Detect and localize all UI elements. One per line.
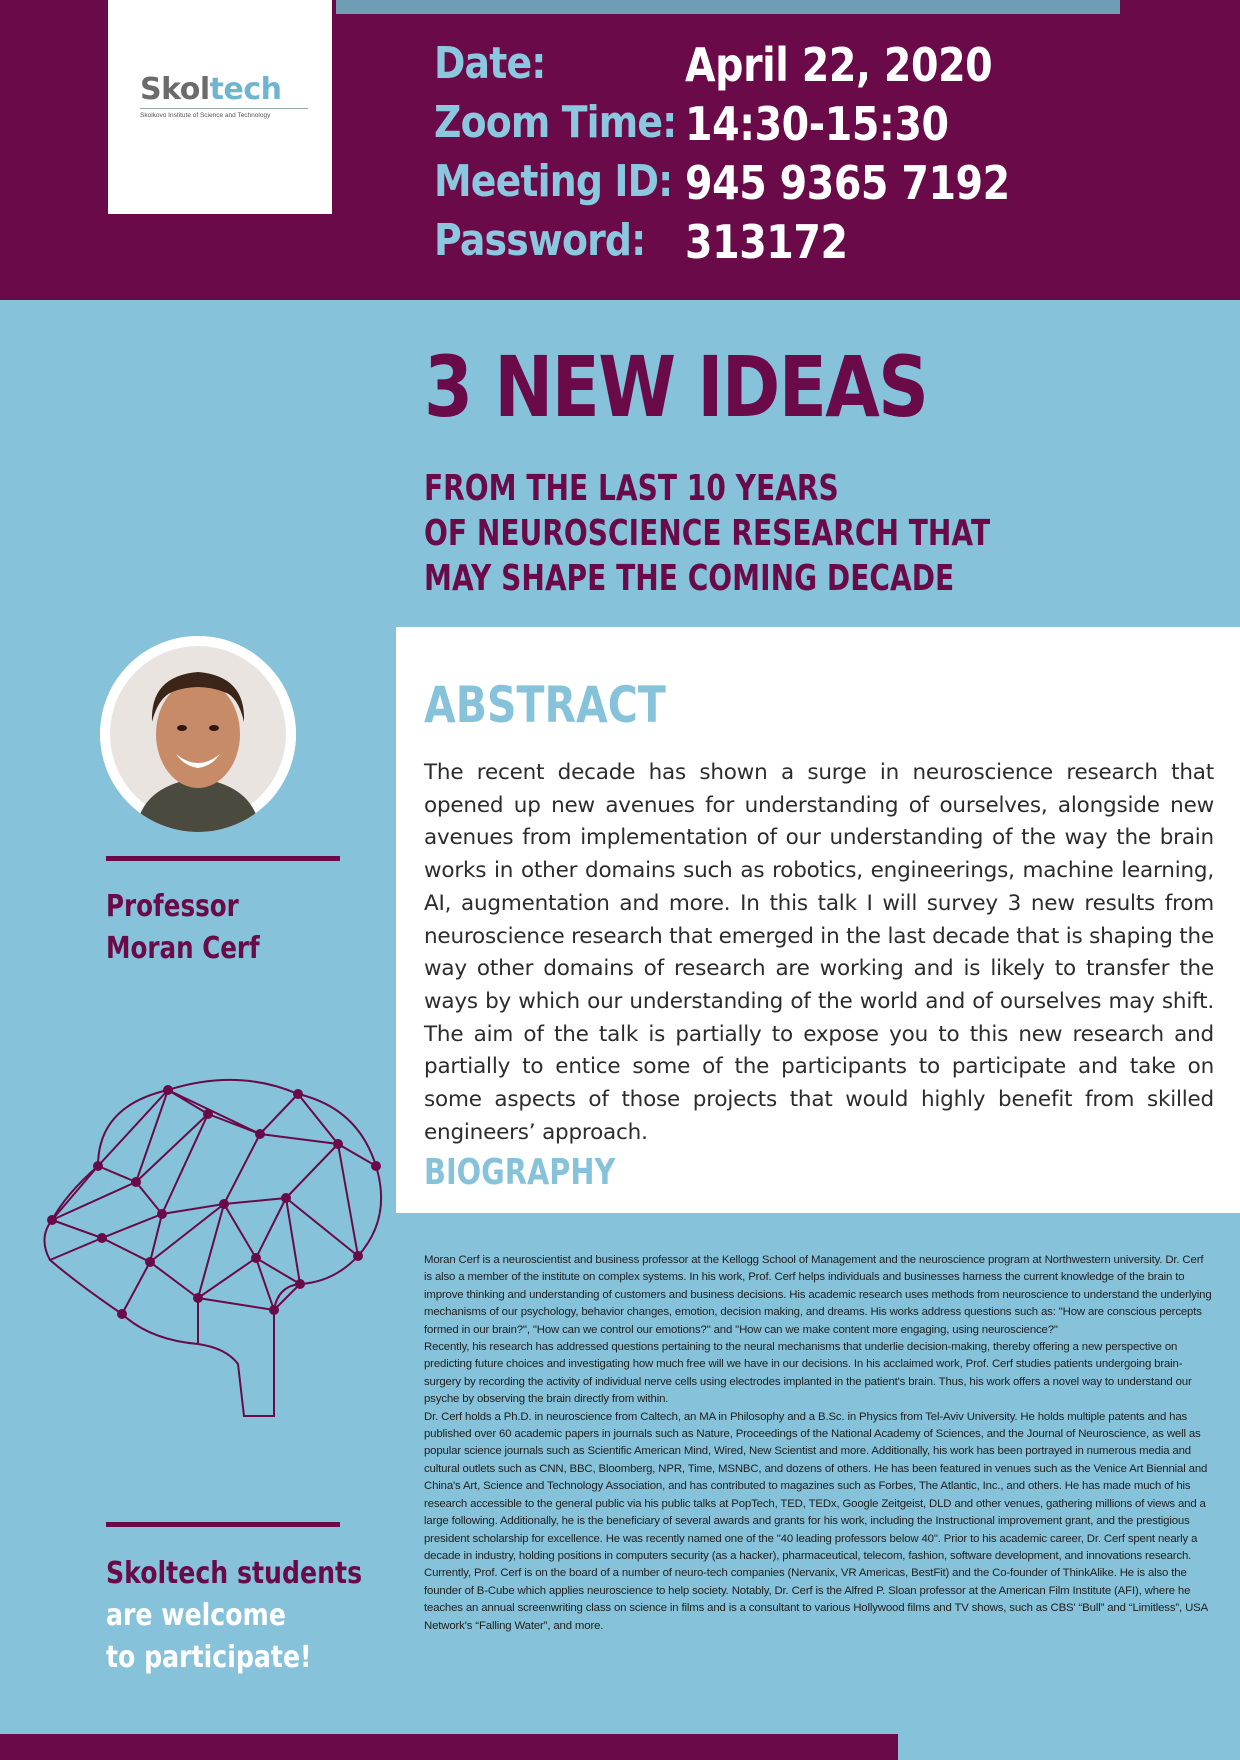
info-label: Date: (434, 38, 546, 89)
info-label: Zoom Time: (434, 97, 677, 148)
info-label: Password: (434, 215, 646, 266)
notice-rule (106, 1522, 340, 1527)
header-accent-bar (336, 0, 1120, 14)
speaker-rule (106, 856, 340, 861)
notice-line: to participate! (106, 1640, 312, 1675)
logo-tagline: Skolkovo Institute of Science and Technology (140, 112, 271, 119)
logo-divider (140, 108, 308, 109)
info-value: April 22, 2020 (685, 38, 993, 92)
notice-line: Skoltech students (106, 1556, 363, 1591)
info-value: 945 9365 7192 (685, 156, 1010, 210)
biography-paragraph: Moran Cerf is a neuroscientist and business professor at the Kellogg School of Management and the neuroscience program at Northwestern university. Dr. Cerf is also a member of the institute on complex systems. In his work, Prof. Cerf helps individuals and businesses harness the current knowledge of the brain to improve thinking and understanding of customers and business decisions. His academic research uses methods from neuroscience to understand the underlying mechanisms of our psychology, behavior changes, emotion, decision making, and dreams. His works address questions such as: "How are conscious percepts formed in our brain?", "How can we control our emotions?" and "How can we make content more engaging, using neuroscience?" (424, 1254, 1212, 1336)
portrait-icon (100, 636, 296, 832)
header-band (0, 0, 1240, 300)
biography-text (424, 1252, 1214, 1635)
notice-line: are welcome (106, 1598, 286, 1633)
subtitle-line: FROM THE LAST 10 YEARS (424, 468, 839, 509)
skoltech-logo (108, 0, 332, 214)
logo-wordmark: Skoltech (140, 72, 282, 107)
subtitle (424, 466, 1064, 601)
speaker-portrait (100, 636, 296, 832)
speaker-fullname: Moran Cerf (106, 931, 260, 966)
brain-network-icon (38, 1048, 418, 1428)
subtitle-line: OF NEUROSCIENCE RESEARCH THAT (424, 513, 991, 554)
abstract-text: The recent decade has shown a surge in neuroscience research that opened up new avenues for understanding of ourselves, alongside new avenues from implementation of our understanding of the way the brain works in other domains such as robotics, engineerings, machine learning, AI, augmentation and more. In this talk I will survey 3 new results from neuroscience research that emerged in the last decade that is shaping the way other domains of research are working and is likely to transfer the ways by which our understanding of the world and of ourselves may shift. The aim of the talk is partially to expose you to this new research and partially to entice some of the participants to participate and take on some aspects of those projects that would highly benefit from skilled engineers’ approach. (424, 760, 1214, 1145)
biography-paragraph: Recently, his research has addressed questions pertaining to the neural mechanisms that underlie decision-making, thereby offering a new perspective on predicting future choices and investigating how much free will we have in our decisions. In his acclaimed work, Prof. Cerf studies patients undergoing brain-surgery by recording the activity of individual nerve cells using electrodes implanted in the patient's brain. Thus, his work offers a novel way to understand our psyche by observing the brain directly from within. (424, 1341, 1192, 1406)
main-title: 3 NEW IDEAS (424, 338, 928, 436)
speaker-title: Professor (106, 889, 239, 924)
footer-bar (0, 1734, 898, 1760)
info-value: 313172 (685, 215, 848, 269)
abstract-heading: ABSTRACT (424, 676, 666, 734)
notice (106, 1553, 362, 1679)
info-label: Meeting ID: (434, 156, 673, 207)
biography-paragraph: Dr. Cerf holds a Ph.D. in neuroscience from Caltech, an MA in Philosophy and a B.Sc. in Physics from Tel-Aviv University. He holds multiple patents and has published over 60 academic papers in journals such as Nature, Proceedings of the National Academy of Sciences, and the Journal of Neuroscience, as well as popular science journals such as Scientific American Mind, Wired, New Scientist and more. Additionally, his work has been portrayed in numerous media and cultural outlets such as CNN, BBC, Bloomberg, NPR, Time, MSNBC, and dozens of others. He has been featured in venues such as the Venice Art Biennial and China's Art, Science and Technology Association, and has contributed to magazines such as Forbes, The Atlantic, Inc., and others. He has made much of his research accessible to the general public via his public talks at PopTech, TED, TEDx, Google Zeitgeist, DLD and other venues, gathering millions of views and a large following. Additionally, he is the beneficiary of several awards and grants for his work, including the Instructional improvement grant, and the prestigious president scholarship for excellence. He was recently named one of the "40 leading professors below 40". Prior to his academic career, Dr. Cerf spent nearly a decade in industry, holding positions in computers security (as a hacker), pharmaceutical, telecom, fashion, software development, and innovations research. Currently, Prof. Cerf is on the board of a number of neuro-tech companies (Nervanix, VR Americas, BestFit) and the Co-founder of ThinkAlike. He is also the founder of B-Cube which applies neuroscience to help society. Notably, Dr. Cerf is the Alfred P. Sloan professor at the American Film Institute (AFI), where he teaches an annual screenwriting class on science in films and is a consultant to various Hollywood films and TV shows, such as CBS' “Bull” and “Limitless”, USA Network's “Falling Water”, and more. (424, 1410, 1208, 1632)
subtitle-line: MAY SHAPE THE COMING DECADE (424, 558, 955, 599)
speaker-name (106, 886, 260, 970)
info-value: 14:30-15:30 (685, 97, 949, 151)
biography-heading: BIOGRAPHY (424, 1152, 616, 1193)
